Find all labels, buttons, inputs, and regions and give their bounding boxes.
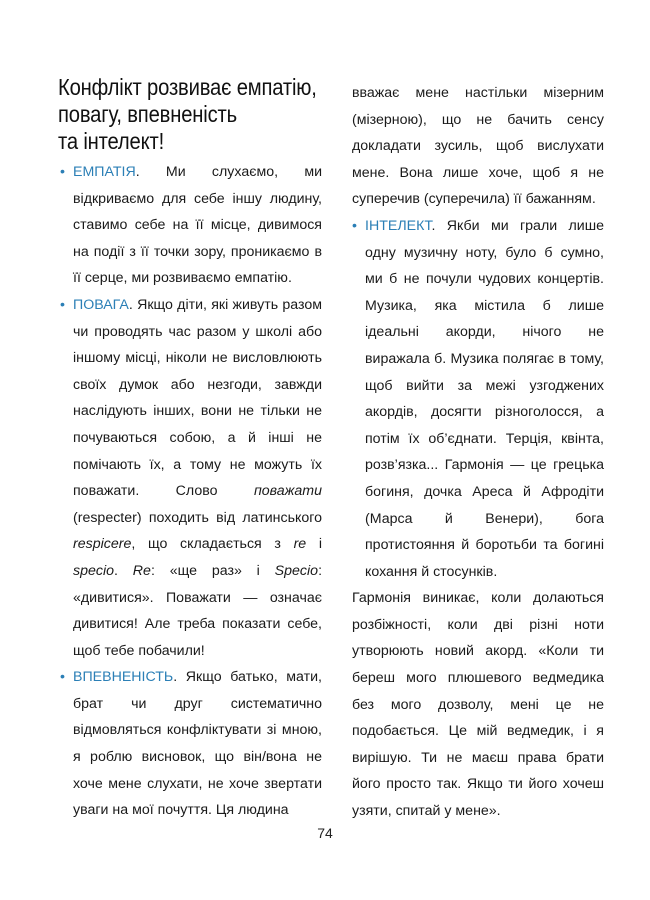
respect-text: : «ще раз» і: [150, 562, 275, 579]
bullet-icon: •: [352, 217, 357, 234]
respect-word-specio-capital: Specio: [274, 562, 319, 579]
empathy-text: . Ми слухаємо, ми відкриваємо для себе іншу людину, ставимо себе на її місце, дивимося на події з її точки зору, проникаємо в її серце, ми розвиваємо емпатію.: [73, 164, 322, 287]
respect-text: (respecter) походить від латинського: [73, 509, 322, 526]
list-item-intellect: [352, 213, 604, 585]
page-heading: [58, 74, 317, 155]
heading-line-1: Конфлікт розвиває емпатію,: [58, 74, 317, 100]
respect-word-povazhaty: поважати: [253, 483, 322, 500]
respect-word-specio: specio: [73, 562, 115, 579]
bullet-icon: •: [60, 669, 65, 686]
confidence-continuation: вважає мене настільки мізерним (мізерною), що не бачить сенсу докладати зусиль, щоб вислухати мене. Вона лише хоче, щоб я не суперечив (суперечила) її бажанням.: [352, 85, 604, 208]
list-item-respect: [60, 292, 322, 664]
respect-word-re-capital: Re: [132, 562, 151, 579]
list-item-confidence: [60, 664, 322, 824]
intellect-label: ІНТЕЛЕКТ: [365, 217, 432, 234]
intellect-text: . Якби ми грали лише одну музичну ноту, було б сумно, ми б не почули чудових концертів. Музика, яка містила б лише ідеальні акорди, нічого не виражала б. Музика полягає в тому, щоб вийти за межі узгоджених акордів, досягти різноголосся, а потім їх об’єднати. Терція, квінта, розв’язка... Гармонія — це грецька богиня, дочка Ареса й Афродіти (Марса й Венери), бога протистояння й боротьби та богині кохання й стосунків.: [365, 217, 604, 580]
harmony-paragraph: Гармонія виникає, коли долаються розбіжності, коли дві різні ноти утворюють новий акорд. «Коли ти береш мого плюшевого ведмедика без мого дозволу, мені це не подобається. Це мій ведмедик, і я вирішую. Ти не маєш права брати його просто так. Якщо ти його хочеш узяти, спитай у мене».: [352, 590, 604, 820]
right-column: [352, 80, 604, 825]
respect-text: , що складається з: [131, 536, 294, 553]
respect-word-re: re: [293, 536, 307, 553]
heading-line-3: та інтелект!: [58, 128, 165, 154]
page-number: 74: [317, 825, 333, 841]
empathy-label: ЕМПАТІЯ: [73, 164, 136, 180]
heading-line-2: повагу, впевненість: [58, 101, 237, 127]
confidence-label: ВПЕВНЕНІСТЬ: [73, 669, 174, 686]
respect-label: ПОВАГА: [73, 296, 129, 313]
respect-text: : «дивитися». Поважати — означає дивитися! Але треба показати себе, щоб тебе побачили!: [73, 562, 323, 659]
respect-text: і: [306, 536, 322, 553]
confidence-text: . Якщо батько, мати, брат чи друг систематично відмовляться конфліктувати зі мною, я роблю висновок, що він/вона не хоче мене слухати, не хоче звертати уваги на мої почуття. Ця людина: [73, 669, 322, 819]
respect-text: . Якщо діти, які живуть разом чи проводять час разом у школі або іншому місці, ніколи не висловлюють своїх думок або незгоди, завжди наслідують інших, вони не тільки не почуваються собою, а й інші не помічають їх, а тому не можуть їх поважати. Слово: [73, 296, 322, 500]
bullet-icon: •: [60, 164, 65, 180]
list-item-empathy: [60, 159, 322, 292]
left-column: [60, 159, 322, 824]
respect-text: .: [114, 562, 133, 579]
bullet-icon: •: [60, 296, 65, 313]
respect-word-respicere: respicere: [73, 536, 132, 553]
